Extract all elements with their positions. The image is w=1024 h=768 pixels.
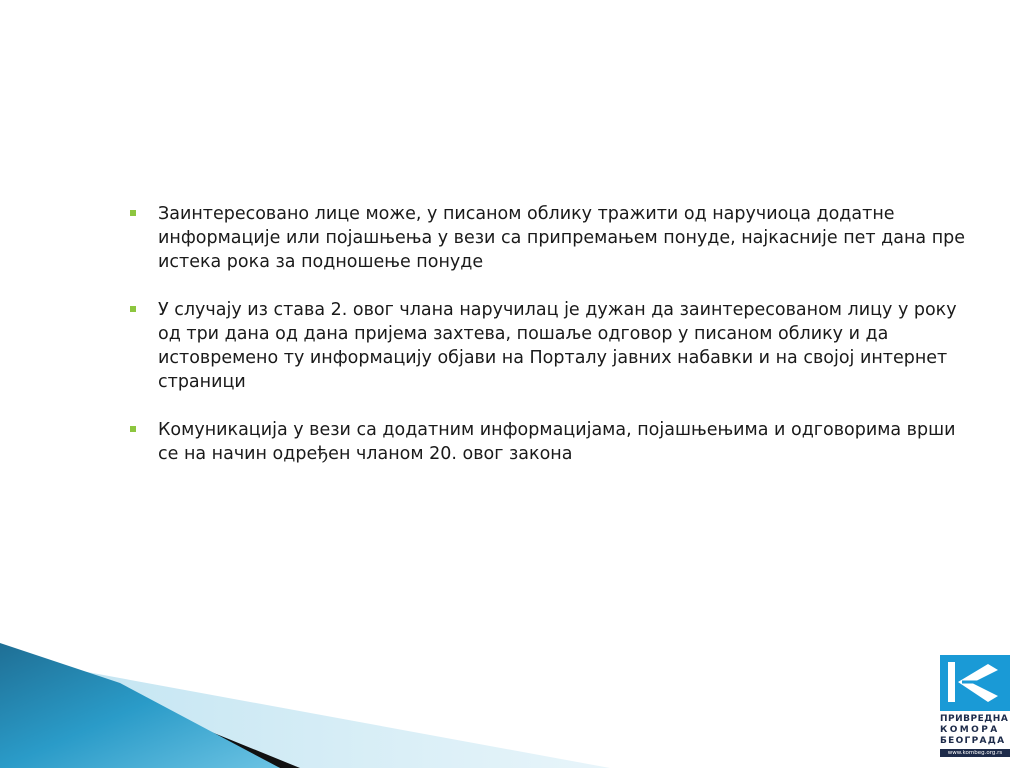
logo-text-line3: БЕОГРАДА <box>940 736 1006 746</box>
square-bullet-icon <box>130 306 136 312</box>
square-bullet-icon <box>130 210 136 216</box>
square-bullet-icon <box>130 426 136 432</box>
decorative-swoosh <box>0 643 620 768</box>
logo <box>940 655 1012 761</box>
bullet-text: Заинтересовано лице може, у писаном облику тражити од наручиоца додатне информације или појашњења у вези са припремањем понуде, најкасније пет дана пре истека рока за подношење понуде <box>158 204 966 272</box>
bullet-text: У случају из става 2. овог члана наручилац је дужан да заинтересованом лицу у року од три дана од дана пријема захтева, пошаље одговор у писаном облику и да истовремено ту информацију објави на Порталу јавних набавки и на својој интернет страници <box>158 300 957 392</box>
logo-mark-icon <box>940 655 1010 711</box>
list-item <box>128 202 968 274</box>
logo-text-line1: ПРИВРЕДНА <box>940 714 1009 724</box>
logo-url: www.kombeg.org.rs <box>940 749 1010 757</box>
bullet-list <box>128 202 968 490</box>
list-item <box>128 418 968 466</box>
logo-text-line2: КОМОРА <box>940 725 1000 735</box>
bullet-text: Комуникација у вези са додатним информацијама, појашњењима и одговорима врши се на начин одређен чланом 20. овог закона <box>158 420 956 464</box>
list-item <box>128 298 968 394</box>
